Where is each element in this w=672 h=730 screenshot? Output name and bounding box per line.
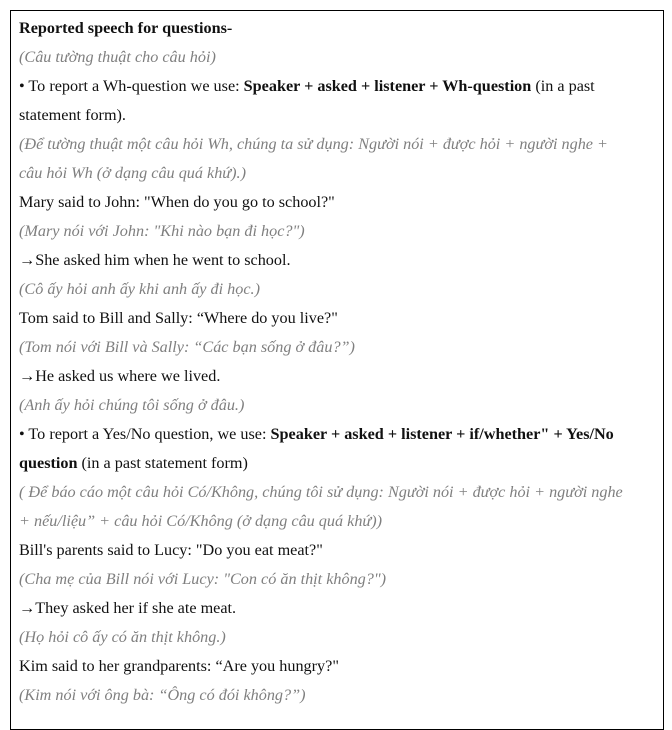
yn-rule-formula: Speaker + asked + listener + if/whether" + Yes/No	[270, 425, 614, 443]
arrow-icon: →	[19, 599, 36, 617]
example-direct: Kim said to her grandparents: “Are you hungry?"	[19, 657, 339, 675]
bullet-icon: •	[19, 77, 25, 95]
example-reported-translation: (Anh ấy hỏi chúng tôi sống ở đâu.)	[19, 396, 245, 414]
example-reported-translation: (Họ hỏi cô ấy có ăn thịt không.)	[19, 628, 226, 646]
example-direct-translation: (Cha mẹ của Bill nói với Lucy: "Con có ăn thịt không?")	[19, 570, 387, 588]
yn-rule-translation-2: + nếu/liệu” + câu hỏi Có/Không (ở dạng câu quá khứ))	[19, 512, 383, 530]
example-direct: Bill's parents said to Lucy: "Do you eat meat?"	[19, 541, 323, 559]
arrow-icon: →	[19, 367, 36, 385]
example-reported: →They asked her if she ate meat.	[19, 599, 237, 617]
yn-rule-continued: question (in a past statement form)	[19, 454, 248, 472]
wh-rule-translation-2: câu hỏi Wh (ở dạng câu quá khứ).)	[19, 164, 246, 182]
section-heading: Reported speech for questions-	[19, 19, 233, 37]
wh-rule: • To report a Wh-question we use: Speaker + asked + listener + Wh-question (in a past	[19, 77, 595, 95]
bullet-icon: •	[19, 425, 25, 443]
grammar-note-box	[10, 10, 664, 730]
example-reported: →She asked him when he went to school.	[19, 251, 291, 269]
example-direct-translation: (Mary nói với John: "Khi nào bạn đi học?")	[19, 222, 305, 240]
example-direct-translation: (Kim nói với ông bà: “Ông có đói không?”)	[19, 686, 306, 704]
arrow-icon: →	[19, 251, 36, 269]
example-reported: →He asked us where we lived.	[19, 367, 221, 385]
example-direct-translation: (Tom nói với Bill và Sally: “Các bạn sống ở đâu?”)	[19, 338, 355, 356]
section-heading-translation: (Câu tường thuật cho câu hỏi)	[19, 48, 216, 66]
example-direct: Tom said to Bill and Sally: “Where do you live?"	[19, 309, 338, 327]
yn-rule: • To report a Yes/No question, we use: Speaker + asked + listener + if/whether" + Yes/No	[19, 425, 614, 443]
wh-rule-formula: Speaker + asked + listener + Wh-question	[243, 77, 532, 95]
example-reported-translation: (Cô ấy hỏi anh ấy khi anh ấy đi học.)	[19, 280, 260, 298]
wh-rule-translation-1: (Để tường thuật một câu hỏi Wh, chúng ta sử dụng: Người nói + được hỏi + người nghe +	[19, 135, 608, 153]
wh-rule-continued: statement form).	[19, 106, 126, 124]
example-direct: Mary said to John: "When do you go to school?"	[19, 193, 335, 211]
yn-rule-translation-1: ( Để báo cáo một câu hỏi Có/Không, chúng tôi sử dụng: Người nói + được hỏi + người nghe	[19, 483, 623, 501]
